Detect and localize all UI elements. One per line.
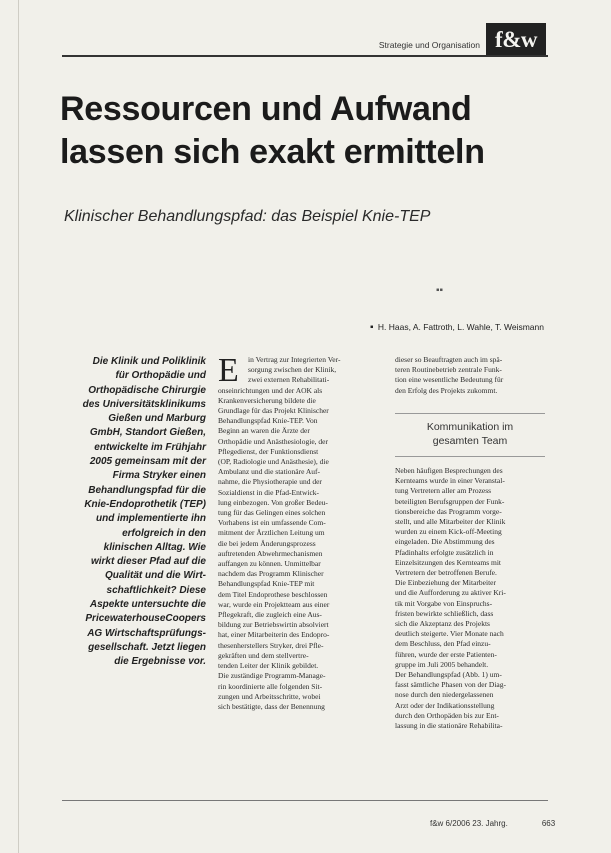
authors (320, 322, 544, 333)
body-line: sich die Akzeptanz des Projekts (395, 619, 490, 629)
intro-teaser (52, 355, 206, 670)
footer-journal: f&w 6/2006 23. Jahrg. (430, 819, 508, 828)
decorative-marks: ▪▪ (436, 285, 444, 296)
body-line: Einzelsitzungen des Kernteams mit (395, 557, 502, 567)
body-line: Der Behandlungspfad (Abb. 1) um- (395, 670, 502, 680)
intro-line: des Universitätsklinikums (82, 398, 206, 410)
body-line: wurden zu einem Kick-off-Meeting (395, 527, 502, 537)
footer-rule (62, 800, 548, 801)
body-line: Krankenversicherung bildete die (218, 395, 316, 405)
intro-line: Aspekte untersuchte die (89, 599, 206, 611)
author-names: H. Haas, A. Fattroth, L. Wahle, T. Weismann (377, 322, 544, 332)
intro-line: und implementierte ihn (95, 513, 206, 525)
intro-line: Orthopädische Chirurgie (88, 384, 206, 396)
body-line: zwei externen Rehabilitati- (248, 375, 330, 385)
body-line: Sozialdienst in die Pfad-Entwick- (218, 487, 320, 497)
header-rule (62, 55, 548, 57)
body-line: tion eine wesentliche Bedeutung für (395, 375, 504, 385)
body-line: Orthopädie und Anästhesiologie, der (218, 436, 328, 446)
page-edge (18, 0, 19, 853)
body-column-middle (218, 352, 372, 712)
body-line: und die Aufforderung zu aktiver Kri- (395, 588, 506, 598)
body-line: nahme, die Physiotherapie und der (218, 477, 322, 487)
intro-line: GmbH, Standort Gießen, (89, 427, 206, 439)
intro-line: für Orthopädie und (115, 370, 206, 382)
body-line: war, wurde ein Projektteam aus einer (218, 599, 330, 609)
body-line: teren Routinebetrieb zentrale Funk- (395, 365, 502, 375)
body-line: bildung zur Betriebswirtin absolviert (218, 620, 329, 630)
body-line: sorgung zwischen der Klinik, (248, 365, 337, 375)
section-label: Strategie und Organisation (378, 40, 480, 50)
heading-rule-bottom (395, 456, 545, 457)
body-line: Kernteams wurde in einer Veranstal- (395, 476, 505, 486)
body-line: eingeladen. Die Abstimmung des (395, 537, 495, 547)
body-line: tung für das Gelingen eines solchen (218, 508, 326, 518)
body-column-right-top (395, 355, 545, 396)
intro-line: wirkt dieser Pfad auf die (90, 556, 206, 568)
body-line: gekräften und dem stellvertre- (218, 650, 309, 660)
journal-logo: f&w (486, 23, 546, 57)
body-line: fasst sämtliche Phasen von der Diag- (395, 680, 507, 690)
body-line: lung einbezogen. Von großer Bedeu- (218, 497, 328, 507)
subheading-line: gesamten Team (432, 435, 508, 447)
body-line: auffangen zu können. Unmittelbar (218, 559, 321, 569)
intro-line: Gießen und Marburg (108, 413, 206, 425)
intro-line: Firma Stryker einen (112, 470, 206, 482)
body-line: Arzt oder der Indikationsstellung (395, 700, 495, 710)
intro-line: schaftlichkeit? Diese (106, 584, 206, 596)
footer (430, 819, 555, 828)
body-line: deutlich steigerte. Vier Monate nach (395, 629, 504, 639)
body-line: hat, einer Mitarbeiterin des Endopro- (218, 630, 330, 640)
body-line: Grundlage für das Projekt Klinischer (218, 406, 329, 416)
body-line: dieser so Beauftragten auch im spä- (395, 355, 503, 364)
intro-line: AG Wirtschaftsprüfungs- (87, 627, 206, 639)
intro-line: PricewaterhouseCoopers (85, 613, 206, 625)
body-line: dem Titel Endoprothese beschlossen (218, 589, 328, 599)
body-line: in Vertrag zur Integrierten Ver- (248, 355, 341, 364)
subheading-line: Kommunikation im (426, 421, 514, 433)
body-line: tionsbereiche das Programm vorge- (395, 506, 502, 516)
body-line: auftretenden Abwehrmechanismen (218, 548, 323, 558)
body-line: tik mit Vorgabe von Einspruchs- (395, 598, 493, 608)
intro-line: Behandlungspfad für die (88, 484, 206, 496)
body-line: den Erfolg des Projekts zukommt. (395, 385, 498, 395)
body-line: Pflegedienst, der Funktionsdienst (218, 446, 319, 456)
body-line: Behandlungspfad Knie-TEP mit (218, 579, 315, 589)
intro-line: klinischen Alltag. Wie (103, 541, 206, 553)
intro-line: die Ergebnisse vor. (114, 656, 206, 668)
body-line: tung Vertretern aller am Prozess (395, 486, 492, 496)
article-title (60, 88, 485, 174)
article-subtitle: Klinischer Behandlungspfad: das Beispiel Knie-TEP (64, 208, 431, 225)
intro-line: Die Klinik und Poliklinik (92, 356, 206, 367)
body-line: nachdem das Programm Klinischer (218, 569, 324, 579)
intro-line: Knie-Endoprothetik (TEP) (84, 498, 206, 510)
body-column-right-bottom (395, 466, 545, 731)
body-line: tenden Leiter der Klinik gebildet. (218, 661, 319, 671)
body-line: Beginn an waren die Ärzte der (218, 426, 310, 436)
body-line: Die Einbeziehung der Mitarbeiter (395, 578, 497, 588)
heading-rule-top (395, 413, 545, 414)
subheading (395, 420, 545, 448)
body-line: (OP, Radiologie und Anästhesie), die (218, 457, 329, 467)
body-line: die bei jedem Änderungsprozess (218, 538, 316, 548)
body-line: thesenherstellers Stryker, drei Pfle- (218, 640, 324, 650)
title-line: Ressourcen und Aufwand (60, 90, 472, 128)
body-line: fristen bewirkte schließlich, dass (395, 608, 494, 618)
body-line: Neben häufigen Besprechungen des (395, 466, 503, 475)
author-marker-icon: ▪ (369, 322, 374, 333)
body-line: Vertretern der betroffenen Berufe. (395, 568, 497, 578)
body-line: dem Beschluss, den Pfad einzu- (395, 639, 491, 649)
body-line: Behandlungspfad Knie-TEP. Von (218, 416, 318, 426)
body-line: rin koordinierte alle folgenden Sit- (218, 681, 323, 691)
drop-cap: E (218, 352, 239, 389)
title-line: lassen sich exakt ermitteln (60, 133, 485, 171)
body-line: Pfadinhalts erfolgte zusätzlich in (395, 547, 494, 557)
body-line: lassung in die stationäre Rehabilita- (395, 721, 503, 731)
body-line: Ambulanz und die stationäre Auf- (218, 467, 321, 477)
body-line: mitment der Ärztlichen Leitung um (218, 528, 325, 538)
body-line: sich bestätigte, dass der Benennung (218, 701, 325, 711)
body-line: Die zuständige Programm-Manage- (218, 671, 326, 681)
body-line: zungen und Arbeitsschritte, wobei (218, 691, 321, 701)
body-line: Vorhabens ist ein umfassende Com- (218, 518, 326, 528)
body-line: beteiligten Berufsgruppen der Funk- (395, 496, 505, 506)
body-line: führen, wurde der erste Patienten- (395, 649, 497, 659)
intro-line: gesellschaft. Jetzt liegen (88, 641, 206, 653)
body-line: onseinrichtungen und der AOK als (218, 385, 323, 395)
intro-line: Qualität und die Wirt- (104, 570, 206, 582)
body-line: Pflegekraft, die zugleich eine Aus- (218, 610, 322, 620)
intro-line: 2005 gemeinsam mit der (89, 456, 206, 468)
intro-line: erfolgreich in den (122, 527, 206, 539)
intro-line: entwickelte im Frühjahr (94, 441, 206, 453)
body-line: stellt, und alle Mitarbeiter der Klinik (395, 517, 506, 527)
page-number: 663 (541, 819, 556, 828)
body-line: durch den Orthopäden bis zur Ent- (395, 710, 499, 720)
body-line: nose durch den niedergelassenen (395, 690, 494, 700)
body-line: gruppe im Juli 2005 behandelt. (395, 659, 489, 669)
